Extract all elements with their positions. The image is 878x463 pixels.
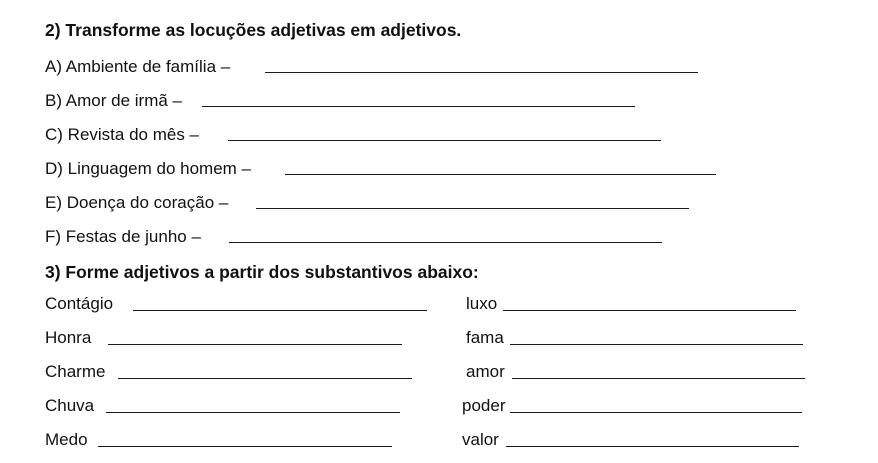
q3-left-answer-line-4[interactable] — [106, 412, 400, 413]
q3-left-answer-line-5[interactable] — [98, 446, 392, 447]
q3-right-answer-line-2[interactable] — [510, 344, 803, 345]
q2-item-c: C) Revista do mês – — [45, 125, 199, 144]
q3-right-word-3: amor — [466, 362, 505, 381]
q2-answer-line-f[interactable] — [229, 242, 662, 243]
q3-right-answer-line-5[interactable] — [506, 446, 799, 447]
q2-answer-line-c[interactable] — [228, 140, 661, 141]
q3-heading: 3) Forme adjetivos a partir dos substantivos abaixo: — [45, 262, 479, 282]
q2-item-d: D) Linguagem do homem – — [45, 159, 252, 178]
q3-right-word-2: fama — [466, 328, 504, 347]
q3-left-word-4: Chuva — [45, 396, 95, 415]
q2-item-a: A) Ambiente de família – — [45, 57, 231, 76]
q2-heading: 2) Transforme as locuções adjetivas em adjetivos. — [45, 20, 462, 40]
q3-right-word-4: poder — [462, 396, 506, 415]
q2-answer-line-b[interactable] — [202, 106, 635, 107]
q2-answer-line-e[interactable] — [256, 208, 689, 209]
q3-right-answer-line-4[interactable] — [510, 412, 802, 413]
q3-left-answer-line-3[interactable] — [118, 378, 412, 379]
q3-left-word-2: Honra — [45, 328, 92, 347]
q3-left-answer-line-2[interactable] — [108, 344, 402, 345]
q3-left-word-5: Medo — [45, 430, 88, 449]
q3-right-answer-line-1[interactable] — [503, 310, 796, 311]
q3-left-word-3: Charme — [45, 362, 106, 381]
q3-left-answer-line-1[interactable] — [133, 310, 427, 311]
q2-item-f: F) Festas de junho – — [45, 227, 201, 246]
q2-answer-line-a[interactable] — [265, 72, 698, 73]
q3-right-answer-line-3[interactable] — [512, 378, 805, 379]
q3-left-word-1: Contágio — [45, 294, 114, 313]
q3-right-word-1: luxo — [466, 294, 498, 313]
q3-right-word-5: valor — [462, 430, 499, 449]
q2-item-e: E) Doença do coração – — [45, 193, 229, 212]
q2-item-b: B) Amor de irmã – — [45, 91, 182, 110]
q2-answer-line-d[interactable] — [285, 174, 716, 175]
